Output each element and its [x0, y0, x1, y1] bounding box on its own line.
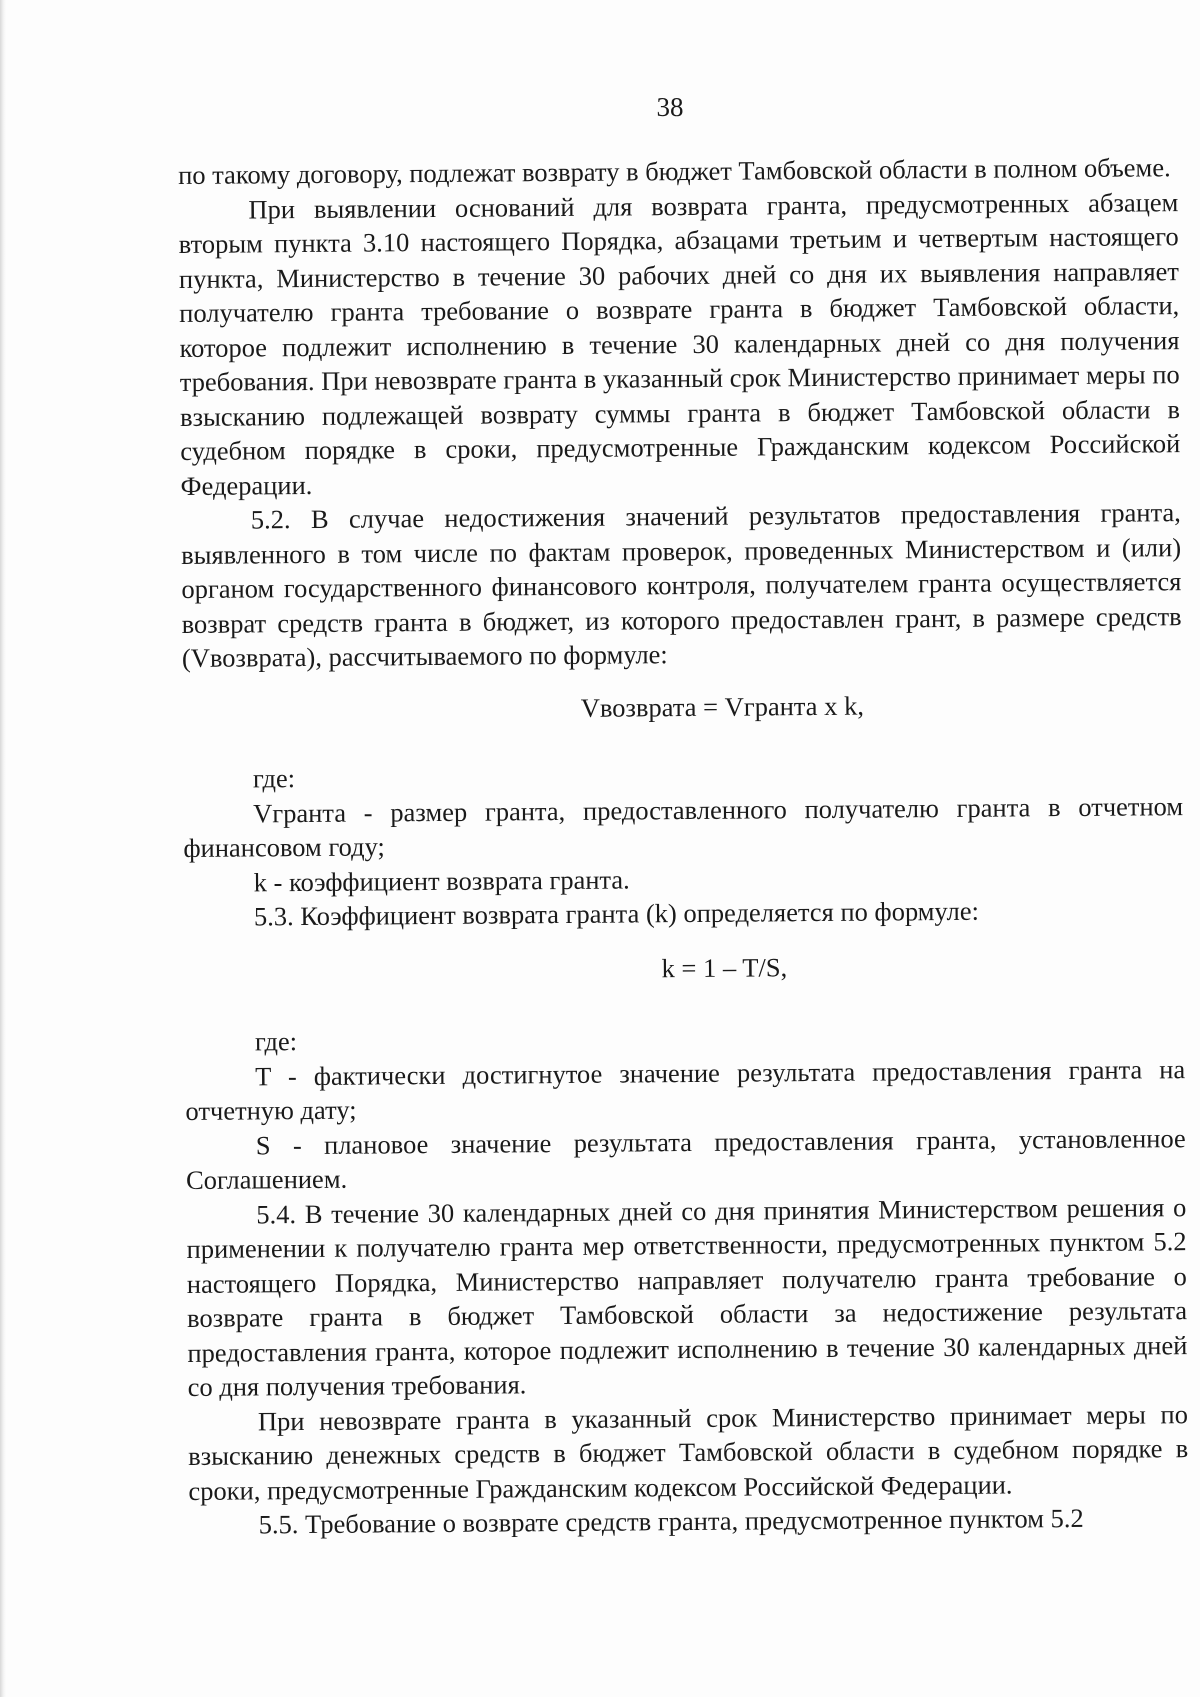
where-label-1: где: [252, 763, 296, 794]
page-number: 38 [656, 92, 684, 122]
paragraph-5-2: 5.2. В случае недостижения значений результатов предоставления гранта, выявленного в том числе по фактам проверок, проведенных Министерством и (или) органом государственного финансового контроля, получателем гранта осуществляется возврат средств гранта в бюджет, из которого предоставлен грант, в размере средств (Vвозврата), рассчитываемого по формуле: [180, 497, 1182, 673]
paragraph-5-5: 5.5. Требование о возврате средств гранта, предусмотренное пунктом 5.2 [258, 1502, 1084, 1540]
paragraph-continuation: по такому договору, подлежат возврату в бюджет Тамбовской области в полном объеме. [178, 152, 1171, 190]
definition-k: k - коэффициент возврата гранта. [253, 863, 630, 897]
paragraph-5-3: 5.3. Коэффициент возврата гранта (k) определяется по формуле: [253, 895, 980, 932]
definition-t: T - фактически достигнутое значение результата предоставления гранта на отчетную дату; [185, 1053, 1186, 1126]
formula-coefficient: k = 1 – T/S, [661, 951, 788, 983]
document-body [178, 150, 1189, 1542]
formula-return-amount: Vвозврата = Vгранта x k, [580, 690, 864, 723]
paragraph-grant-return-grounds: При выявлении оснований для возврата гранта, предусмотренных абзацем вторым пункта 3.10 настоящего Порядка, абзацами третьим и четвертым настоящего пункта, Министерство в течение 30 рабочих дней со дня их выявления направляет получателю гранта требование о возврате гранта в бюджет Тамбовской области, которое подлежит исполнению в течение 30 календарных дней со дня получения требования. При невозврате гранта в указанный срок Министерство принимает меры по взысканию подлежащей возврату суммы гранта в бюджет Тамбовской области в судебном порядке в сроки, предусмотренные Гражданским кодексом Российской Федерации. [178, 186, 1181, 501]
definition-s: S - плановое значение результата предоставления гранта, установленное Соглашением. [185, 1122, 1186, 1195]
paragraph-5-4: 5.4. В течение 30 календарных дней со дня принятия Министерством решения о применении к получателю гранта мер ответственности, предусмотренных пунктом 5.2 настоящего Порядка, Министерство направляет получателю гранта требование о возврате гранта в бюджет Тамбовской области за недостижение результата предоставления гранта, которое подлежит исполнению в течение 30 календарных дней со дня получения требования. [186, 1191, 1188, 1402]
definition-vgranta: Vгранта - размер гранта, предоставленного получателю гранта в отчетном финансовом году; [183, 790, 1184, 863]
scan-edge-shadow [0, 0, 6, 1697]
where-label-2: где: [254, 1026, 298, 1057]
paragraph-non-return-measures: При невозврате гранта в указанный срок Министерство принимает меры по взысканию денежных средств в бюджет Тамбовской области в судебном порядке в сроки, предусмотренные Гражданским кодексом Российской Федерации. [188, 1398, 1189, 1506]
